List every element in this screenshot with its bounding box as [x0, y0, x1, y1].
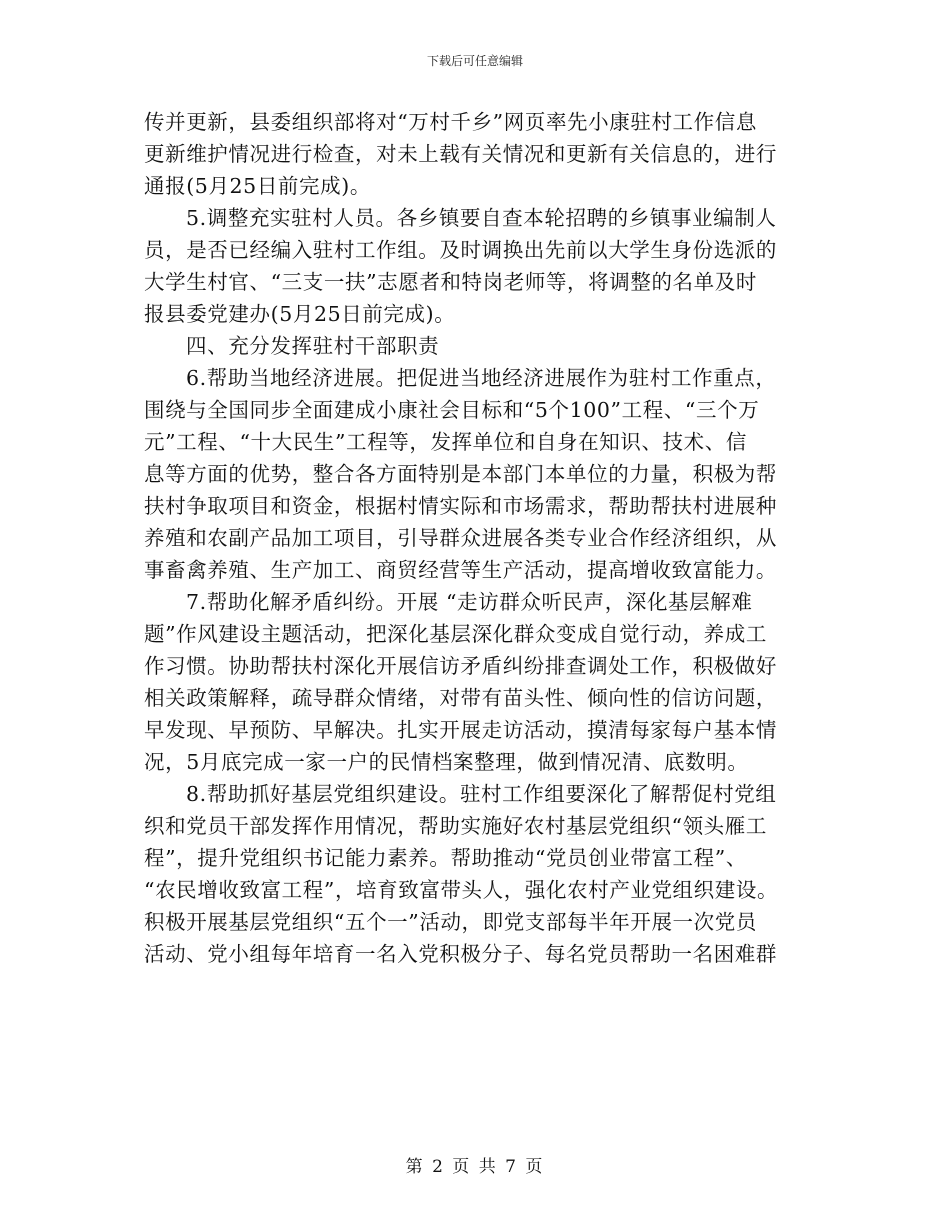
section-heading-4: [144, 330, 814, 362]
text-line: 8.帮助抓好基层党组织建设。驻村工作组要深化了解帮促村党组: [186, 782, 777, 806]
text-line: 7.帮助化解矛盾纠纷。开展 “走访群众听民声，深化基层解难: [186, 590, 753, 614]
text-line: 扶村争取项目和资金，根据村情实际和市场需求，帮助帮扶村进展种: [144, 494, 777, 518]
text-line: 更新维护情况进行检查，对未上载有关情况和更新有关信息的，进行: [144, 142, 777, 166]
text-line: 息等方面的优势，整合各方面特别是本部门本单位的力量，积极为帮: [144, 462, 777, 486]
page-number-footer: 第 2 页 共 7 页: [405, 1157, 545, 1177]
text-line: 活动、党小组每年培育一名入党积极分子、每名党员帮助一名困难群: [144, 942, 777, 966]
body-text: [144, 106, 814, 970]
paragraph-item-6: [144, 362, 814, 586]
text-line: 早发现、早预防、早解决。扎实开展走访活动，摸清每家每户基本情: [144, 718, 777, 742]
paragraph-item-8: [144, 778, 814, 970]
page-header-note: 下载后可任意编辑: [426, 54, 523, 68]
text-line: 传并更新，县委组织部将对“万村千乡”网页率先小康驻村工作信息: [144, 110, 757, 134]
text-line: 大学生村官、“三支一扶”志愿者和特岗老师等，将调整的名单及时: [144, 270, 757, 294]
text-line: 元”工程、“十大民生”工程等，发挥单位和自身在知识、技术、信: [144, 430, 747, 454]
text-line: 事畜禽养殖、生产加工、商贸经营等生产活动，提高增收致富能力。: [144, 558, 777, 582]
text-line: 通报(5月25日前完成)。: [144, 174, 371, 198]
text-line: 6.帮助当地经济进展。把促进当地经济进展作为驻村工作重点，: [186, 366, 777, 390]
text-line: “农民增收致富工程”，培育致富带头人，强化农村产业党组织建设。: [144, 878, 779, 902]
paragraph-reporting: [144, 106, 814, 202]
section-heading-text: 四、充分发挥驻村干部职责: [186, 334, 440, 358]
paragraph-item-5: [144, 202, 814, 330]
text-line: 况，5月底完成一家一户的民情档案整理，做到情况清、底数明。: [144, 750, 749, 774]
text-line: 报县委党建办(5月25日前完成)。: [144, 302, 456, 326]
text-line: 围绕与全国同步全面建成小康社会目标和“5个100”工程、“三个万: [144, 398, 760, 422]
text-line: 5.调整充实驻村人员。各乡镇要自查本轮招聘的乡镇事业编制人: [186, 206, 777, 230]
paragraph-item-7: [144, 586, 814, 778]
text-line: 程”，提升党组织书记能力素养。帮助推动“党员创业带富工程”、: [144, 846, 747, 870]
text-line: 养殖和农副产品加工项目，引导群众进展各类专业合作经济组织，从: [144, 526, 777, 550]
text-line: 织和党员干部发挥作用情况，帮助实施好农村基层党组织“领头雁工: [144, 814, 767, 838]
text-line: 积极开展基层党组织“五个一”活动，即党支部每半年开展一次党员: [144, 910, 757, 934]
text-line: 题”作风建设主题活动，把深化基层深化群众变成自觉行动，养成工: [144, 622, 767, 646]
text-line: 相关政策解释，疏导群众情绪，对带有苗头性、倾向性的信访问题，: [144, 686, 777, 710]
text-line: 员，是否已经编入驻村工作组。及时调换出先前以大学生身份选派的: [144, 238, 777, 262]
text-line: 作习惯。协助帮扶村深化开展信访矛盾纠纷排查调处工作，积极做好: [144, 654, 777, 678]
